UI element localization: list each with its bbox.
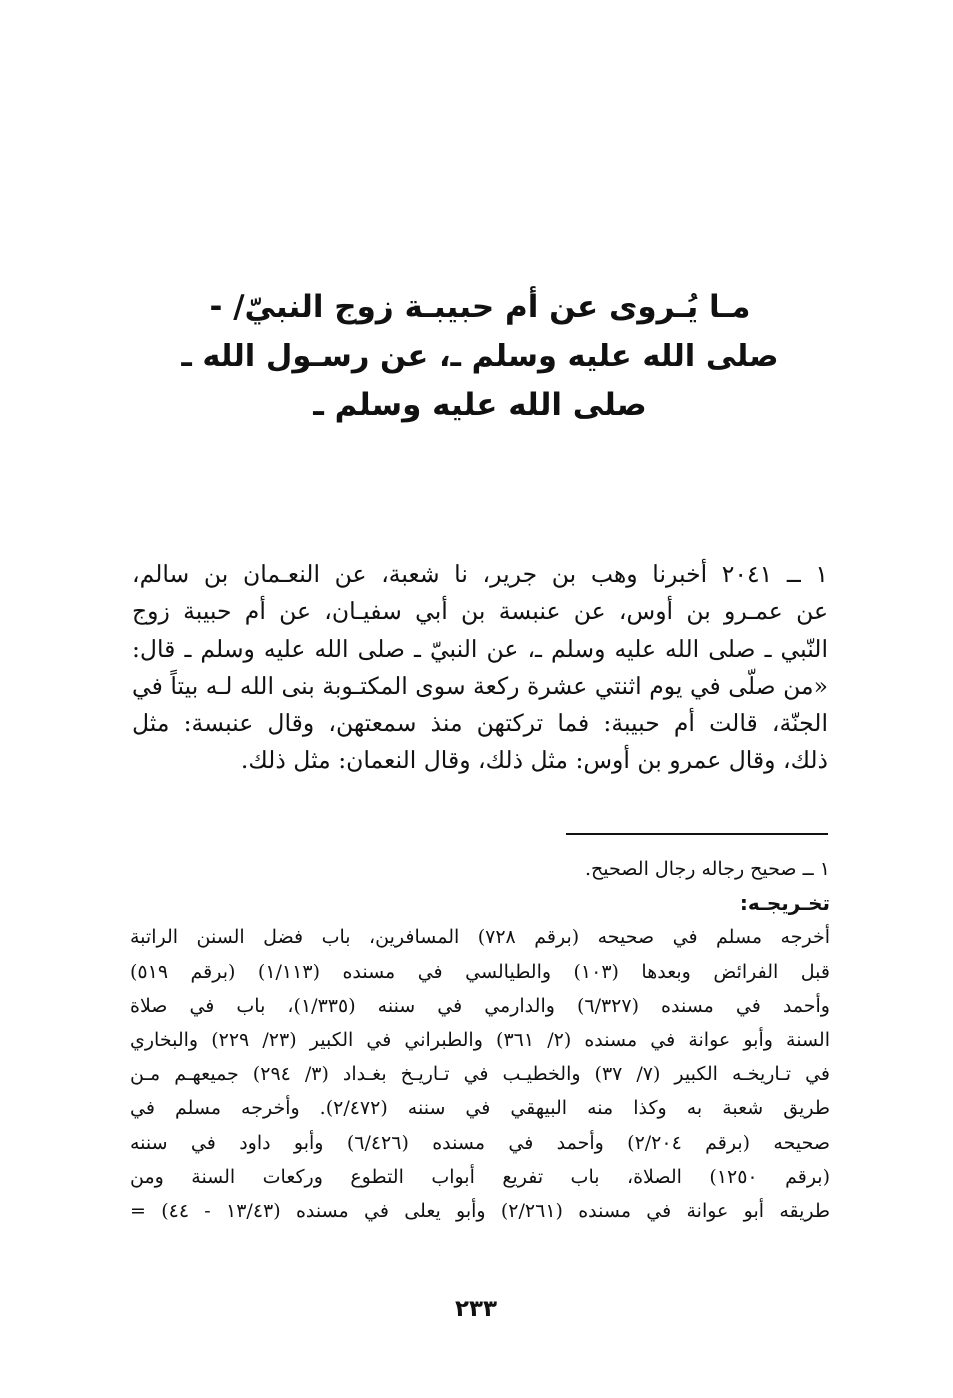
heading-line: صلى الله عليه وسلم ـ <box>313 387 647 423</box>
hadith-line: الجنّة، قالت أم حبيبة: فما تركتهن منذ سمعتهن، وقال عنبسة: مثل <box>132 709 828 738</box>
footnote-line: صحيحه (برقم ٢/٢٠٤) وأحمد في مسنده (٦/٤٢٦) وأبو داود في سننه <box>130 1131 830 1154</box>
hadith-line: النّبي ـ صلى الله عليه وسلم ـ، عن النبيّ ـ صلى الله عليه وسلم ـ قال: <box>132 634 828 663</box>
footnotes <box>130 852 830 1228</box>
footnote-line: في تـاريخـه الكبير (٧/ ٣٧) والخطيـب في تـاريـخ بغـداد (٣/ ٢٩٤) جميعهـم مـن <box>130 1063 830 1086</box>
footnote-line: طريق شعبة به وكذا منه البيهقي في سننه (٢/٤٧٢). وأخرجه مسلم في <box>130 1097 830 1120</box>
footnote-line: طريقه أبو عوانة في مسنده (٢/٢٦١) وأبو يعلى في مسنده (١٣/٤٣ - ٤٤) = <box>130 1200 831 1223</box>
heading-line: مـا يُـروى عن أم حبيبـة زوج النبيّ/ - <box>209 289 751 325</box>
footnote-line: أخرجه مسلم في صحيحه (برقم ٧٢٨) المسافرين، باب فضل السنن الراتبة <box>130 926 830 949</box>
page-number: ٢٣٣ <box>454 1296 498 1322</box>
hadith-line: عن عمـرو بن أوس، عن عنبسة بن أبي سفيـان، عن أم حبيبة زوج <box>132 597 828 626</box>
footnote-line: قبل الفرائض وبعدها (١٠٣) والطيالسي في مسنده (١/١١٣) (برقم ٥١٩) <box>130 960 831 983</box>
hadith-line: ١ ــ ٢٠٤١ أخبرنا وهب بن جرير، نا شعبة، عن النعـمان بن سالم، <box>132 560 828 588</box>
takhrij-heading: تخـريجـه: <box>739 891 830 916</box>
footnote-line: (برقم ١٢٥٠) الصلاة، باب تفريع أبواب التطوع وركعات السنة ومن <box>130 1165 831 1188</box>
footnote-line: السنة وأبو عوانة في مسنده (٢/ ٣٦١) والطبراني في الكبير (٢٣/ ٢٢٩) والبخاري <box>130 1029 830 1052</box>
hadith-text <box>132 556 828 780</box>
footnote-grading: ١ ــ صحيح رجاله رجال الصحيح. <box>585 858 830 880</box>
hadith-line: ذلك، وقال عمرو بن أوس: مثل ذلك، وقال النعمان: مثل ذلك. <box>240 746 828 775</box>
heading-line: صلى الله عليه وسلم ـ، عن رسـول الله ـ <box>181 339 779 374</box>
footnote-line: وأحمد في مسنده (٦/٣٢٧) والدارمي في سننه (١/٣٣٥)، باب في صلاة <box>130 994 830 1017</box>
footnote-separator <box>566 833 828 835</box>
chapter-heading <box>180 283 780 430</box>
hadith-line: «من صلّى في يوم اثنتي عشرة ركعة سوى المكتـوبة بنى الله لـه بيتاً في <box>132 671 828 700</box>
